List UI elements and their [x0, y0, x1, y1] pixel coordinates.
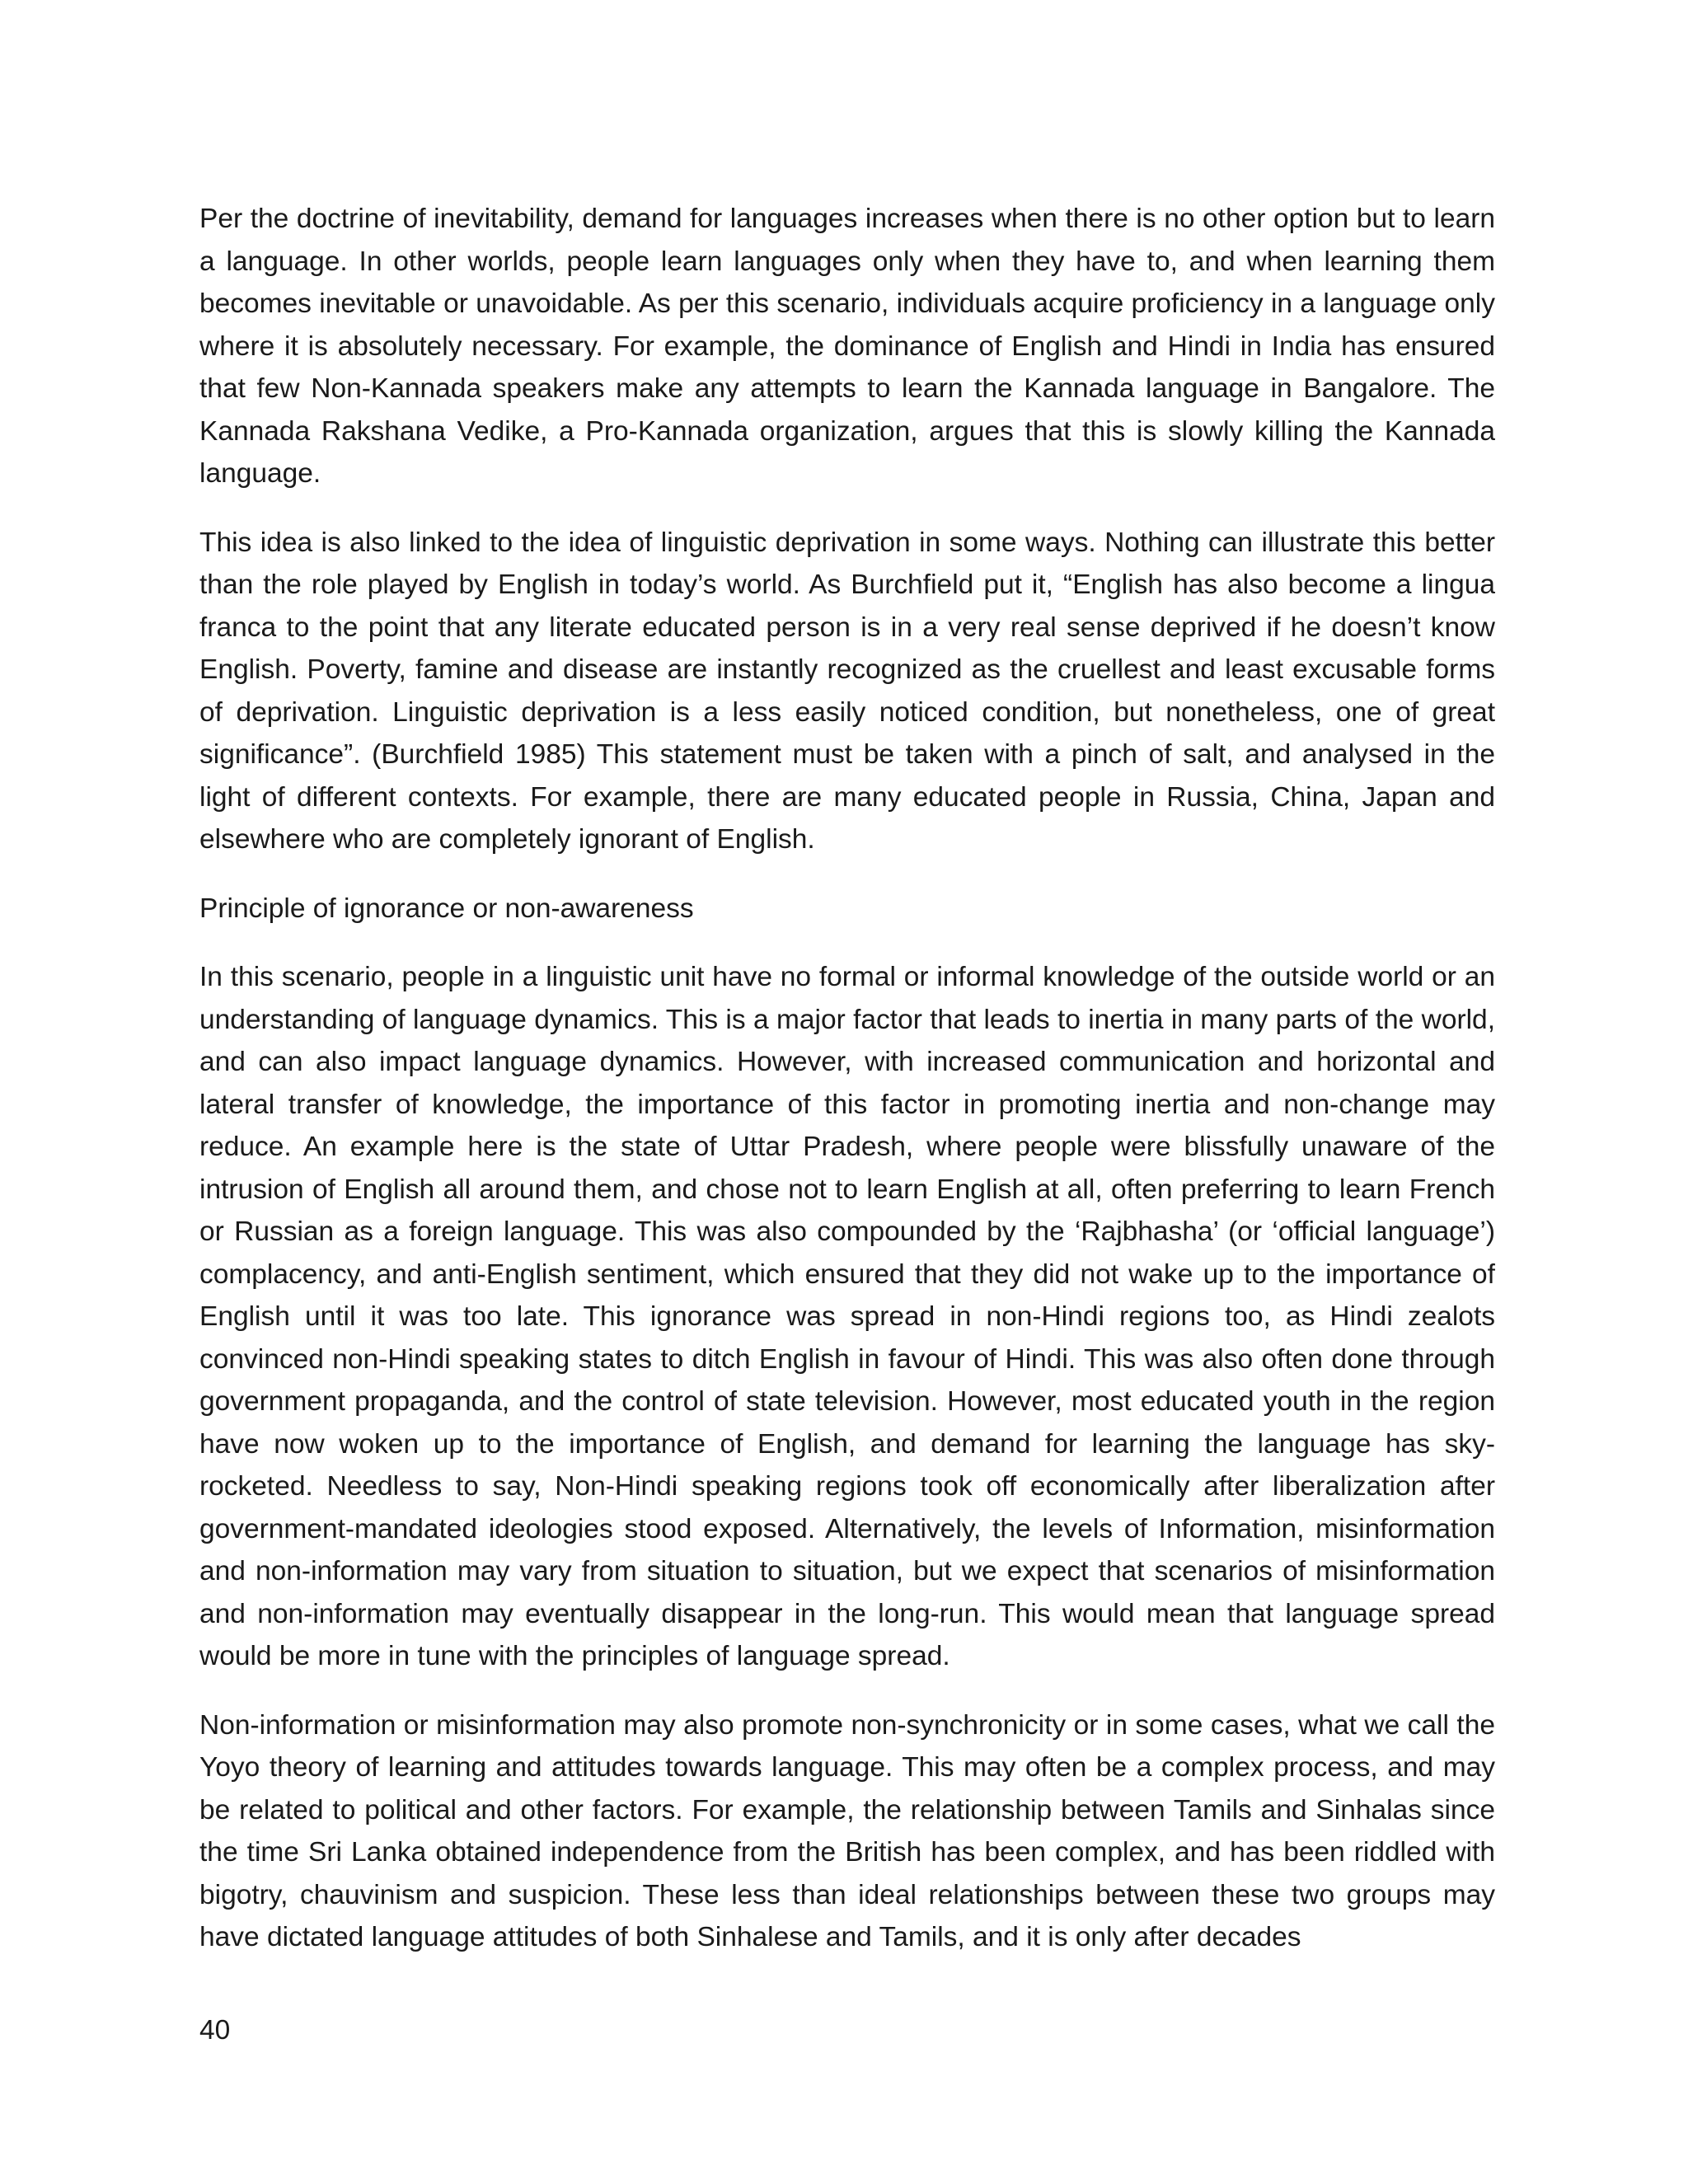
page-number: 40: [199, 2015, 231, 2046]
paragraph-inevitability: Per the doctrine of inevitability, demand for languages increases when there is no other option but to learn a language. In other worlds, people learn languages only when they have to, and when learning them becomes inevitable or unavoidable. As per this scenario, individuals acquire proficiency in a language only where it is absolutely necessary. For example, the dominance of English and Hindi in India has ensured that few Non-Kannada speakers make any attempts to learn the Kannada language in Bangalore. The Kannada Rakshana Vedike, a Pro-Kannada organization, argues that this is slowly killing the Kannada language.: [199, 204, 1495, 489]
paragraph-ignorance-scenario: In this scenario, people in a linguistic unit have no formal or informal knowledge of the outside world or an understanding of language dynamics. This is a major factor that leads to inertia in many parts of the world, and can also impact language dynamics. However, with increased communication and horizontal and lateral transfer of knowledge, the importance of this factor in promoting inertia and non-change may reduce. An example here is the state of Uttar Pradesh, where people were blissfully unaware of the intrusion of English all around them, and chose not to learn English at all, often preferring to learn French or Russian as a foreign language. This was also compounded by the ‘Rajbhasha’ (or ‘official language’) complacency, and anti-English sentiment, which ensured that they did not wake up to the importance of English until it was too late. This ignorance was spread in non-Hindi regions too, as Hindi zealots convinced non-Hindi speaking states to ditch English in favour of Hindi. This was also often done through government propaganda, and the control of state television. However, most educated youth in the region have now woken up to the importance of English, and demand for learning the language has sky-rocketed. Needless to say, Non-Hindi speaking regions took off economically after liberalization after government-mandated ideologies stood exposed. Alternatively, the levels of Information, misinformation and non-information may vary from situation to situation, but we expect that scenarios of misinformation and non-information may eventually disappear in the long-run. This would mean that language spread would be more in tune with the principles of language spread.: [199, 962, 1495, 1671]
section-heading-ignorance: Principle of ignorance or non-awareness: [199, 893, 694, 924]
paragraph-non-information: Non-information or misinformation may also promote non-synchronicity or in some cases, what we call the Yoyo theory of learning and attitudes towards language. This may often be a complex process, and may be related to political and other factors. For example, the relationship between Tamils and Sinhalas since the time Sri Lanka obtained independence from the British has been complex, and has been riddled with bigotry, chauvinism and suspicion. These less than ideal relationships between these two groups may have dictated language attitudes of both Sinhalese and Tamils, and it is only after decades: [199, 1709, 1495, 1952]
body-text: [199, 198, 1495, 1959]
paragraph-linguistic-deprivation: This idea is also linked to the idea of linguistic deprivation in some ways. Nothing can illustrate this better than the role played by English in today’s world. As Burchfield put it, “English has also become a lingua franca to the point that any literate educated person is in a very real sense deprived if he doesn’t know English. Poverty, famine and disease are instantly recognized as the cruellest and least excusable forms of deprivation. Linguistic deprivation is a less easily noticed condition, but nonetheless, one of great significance”. (Burchfield 1985) This statement must be taken with a pinch of salt, and analysed in the light of different contexts. For example, there are many educated people in Russia, China, Japan and elsewhere who are completely ignorant of English.: [199, 527, 1495, 855]
